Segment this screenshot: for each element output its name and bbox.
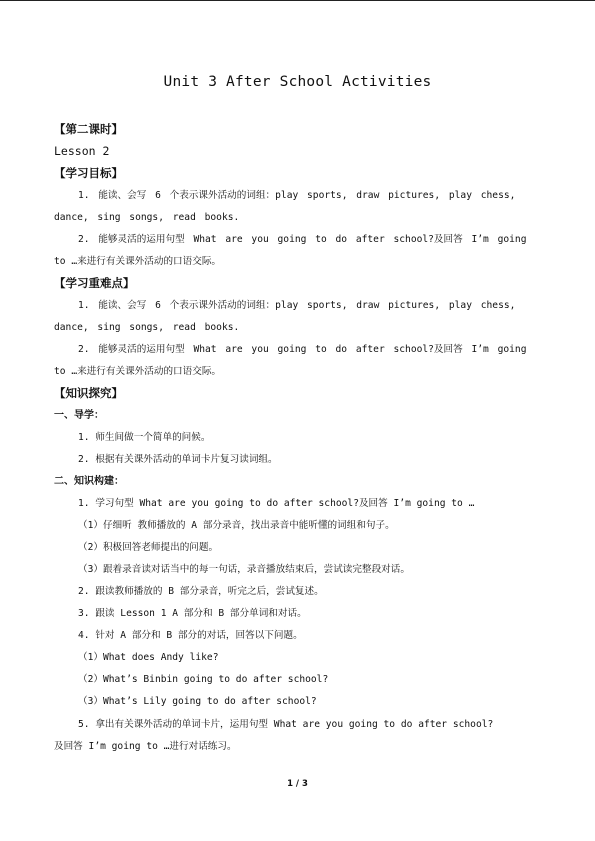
build-item-5-line-1: 5. 拿出有关课外活动的单词卡片，运用句型 What are you going to do after school? bbox=[78, 719, 494, 730]
build-item-1-sub-1: （1）仔细听 教师播放的 A 部分录音，找出录音中能听懂的词组和句子。 bbox=[78, 520, 395, 531]
guide-heading: 一、导学： bbox=[54, 410, 104, 421]
objective-2-line-1: 2. 能够灵活的运用句型 What are you going to do after school?及回答 I’m going bbox=[78, 234, 527, 245]
page-title: Unit 3 After School Activities bbox=[163, 74, 432, 90]
build-heading: 二、知识构建： bbox=[54, 476, 124, 487]
objective-1-line-1: 1. 能读、会写 6 个表示课外活动的词组：play sports, draw pictures, play chess, bbox=[78, 190, 516, 201]
exploration-heading: 【知识探究】 bbox=[54, 386, 123, 400]
build-item-4-question-3: （3）What’s Lily going to do after school? bbox=[78, 696, 317, 707]
key-point-2-line-1: 2. 能够灵活的运用句型 What are you going to do after school?及回答 I’m going bbox=[78, 344, 527, 355]
key-point-1-line-1: 1. 能读、会写 6 个表示课外活动的词组：play sports, draw pictures, play chess, bbox=[78, 300, 516, 311]
build-item-4-question-2: （2）What’s Binbin going to do after school? bbox=[78, 674, 329, 685]
build-item-4: 4. 针对 A 部分和 B 部分的对话，回答以下问题。 bbox=[78, 630, 303, 641]
objective-1-line-2: dance, sing songs, read books. bbox=[54, 212, 240, 223]
key-point-2-line-2: to …来进行有关课外活动的口语交际。 bbox=[54, 366, 222, 377]
lesson-name: Lesson 2 bbox=[54, 144, 110, 158]
build-item-1-sub-2: （2）积极回答老师提出的问题。 bbox=[78, 542, 219, 553]
objective-2-line-2: to …来进行有关课外活动的口语交际。 bbox=[54, 256, 222, 267]
build-item-3: 3. 跟读 Lesson 1 A 部分和 B 部分单词和对话。 bbox=[78, 608, 307, 619]
key-points-heading: 【学习重难点】 bbox=[54, 276, 135, 290]
build-item-2: 2. 跟读教师播放的 B 部分录音，听完之后，尝试复述。 bbox=[78, 586, 324, 597]
guide-item-2: 2. 根据有关课外活动的单词卡片复习读词组。 bbox=[78, 454, 278, 465]
page-number: 1 / 3 bbox=[287, 779, 308, 789]
build-item-1: 1. 学习句型 What are you going to do after school?及回答 I’m going to … bbox=[78, 498, 475, 509]
build-item-1-sub-3: （3）跟着录音读对话当中的每一句话，录音播放结束后，尝试读完整段对话。 bbox=[78, 564, 410, 575]
lesson-period-heading: 【第二课时】 bbox=[54, 122, 123, 136]
objectives-heading: 【学习目标】 bbox=[54, 166, 123, 180]
guide-item-1: 1. 师生间做一个简单的问候。 bbox=[78, 432, 211, 443]
key-point-1-line-2: dance, sing songs, read books. bbox=[54, 322, 240, 333]
top-rule bbox=[0, 0, 595, 1]
build-item-5-line-2: 及回答 I’m going to …进行对话练习。 bbox=[54, 741, 237, 752]
build-item-4-question-1: （1）What does Andy like? bbox=[78, 652, 219, 663]
